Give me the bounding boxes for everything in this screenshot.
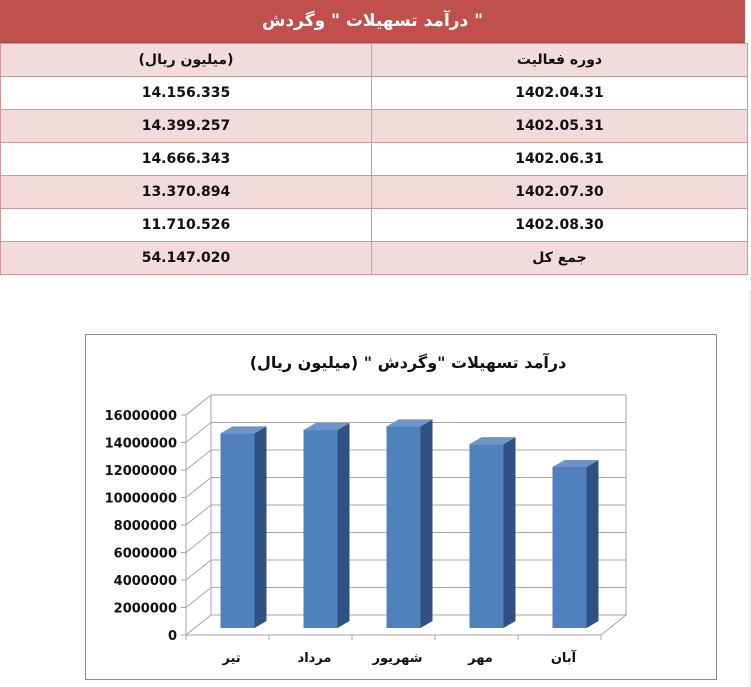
bar-front	[553, 467, 587, 628]
bar-1	[304, 423, 350, 628]
table-row	[1, 77, 748, 110]
value-column-header: (میلیون ریال)	[1, 44, 372, 77]
period-cell: 1402.07.30	[372, 176, 748, 209]
y-axis-ticks	[105, 409, 186, 644]
bar-front	[221, 433, 255, 628]
table-header-row	[1, 44, 748, 77]
table-row	[1, 176, 748, 209]
income-value-cell: 14.666.343	[1, 143, 372, 176]
income-value-cell: 14.156.335	[1, 77, 372, 110]
x-tick-label: مرداد	[297, 651, 332, 666]
period-column-header: دوره فعالیت	[372, 44, 748, 77]
y-tick-label: 10000000	[104, 491, 177, 507]
total-value-cell: 54.147.020	[1, 242, 372, 275]
y-tick-label: 14000000	[104, 436, 177, 452]
total-label-cell: جمع کل	[372, 242, 748, 275]
income-value-cell: 11.710.526	[1, 209, 372, 242]
bar-side	[587, 460, 599, 628]
y-tick-label: 0	[167, 629, 177, 644]
period-cell: 1402.04.31	[372, 77, 748, 110]
x-axis-ticks	[186, 635, 601, 666]
bar-side	[504, 437, 516, 628]
table-row	[1, 110, 748, 143]
chart-frame	[85, 334, 717, 680]
x-tick-label: مهر	[468, 651, 493, 666]
x-tick-label: آبان	[550, 651, 577, 666]
bar-3	[470, 437, 516, 628]
income-value-cell: 14.399.257	[1, 110, 372, 143]
bar-4	[553, 460, 599, 628]
chart-bars	[221, 419, 599, 628]
table-title: درآمد تسهیلات " وگردش "	[261, 11, 484, 31]
table-title-banner	[0, 0, 745, 43]
period-cell: 1402.08.30	[372, 209, 748, 242]
bar-side	[421, 419, 433, 628]
bar-front	[304, 430, 338, 628]
bar-side	[255, 426, 267, 628]
table-total-row	[1, 242, 748, 275]
x-tick-label: شهریور	[372, 651, 423, 666]
y-tick-label: 8000000	[113, 519, 177, 534]
x-tick-label: تیر	[222, 651, 241, 666]
period-cell: 1402.06.31	[372, 143, 748, 176]
bar-front	[387, 426, 421, 628]
y-tick-label: 16000000	[104, 409, 177, 424]
income-value-cell: 13.370.894	[1, 176, 372, 209]
bar-2	[387, 419, 433, 628]
chart-title: درآمد تسهیلات "وگردش " (میلیون ریال)	[249, 353, 567, 372]
bar-side	[338, 423, 350, 628]
bar-front	[470, 444, 504, 628]
bar-chart	[86, 335, 716, 679]
bar-0	[221, 426, 267, 628]
y-tick-label: 4000000	[113, 574, 177, 589]
table-row	[1, 143, 748, 176]
y-tick-label: 12000000	[104, 464, 177, 479]
facility-income-table	[0, 43, 748, 275]
gridline	[186, 395, 626, 415]
table-row	[1, 209, 748, 242]
y-tick-label: 2000000	[113, 601, 177, 617]
y-tick-label: 6000000	[113, 546, 177, 562]
period-cell: 1402.05.31	[372, 110, 748, 143]
facility-income-table-sheet	[0, 0, 745, 275]
